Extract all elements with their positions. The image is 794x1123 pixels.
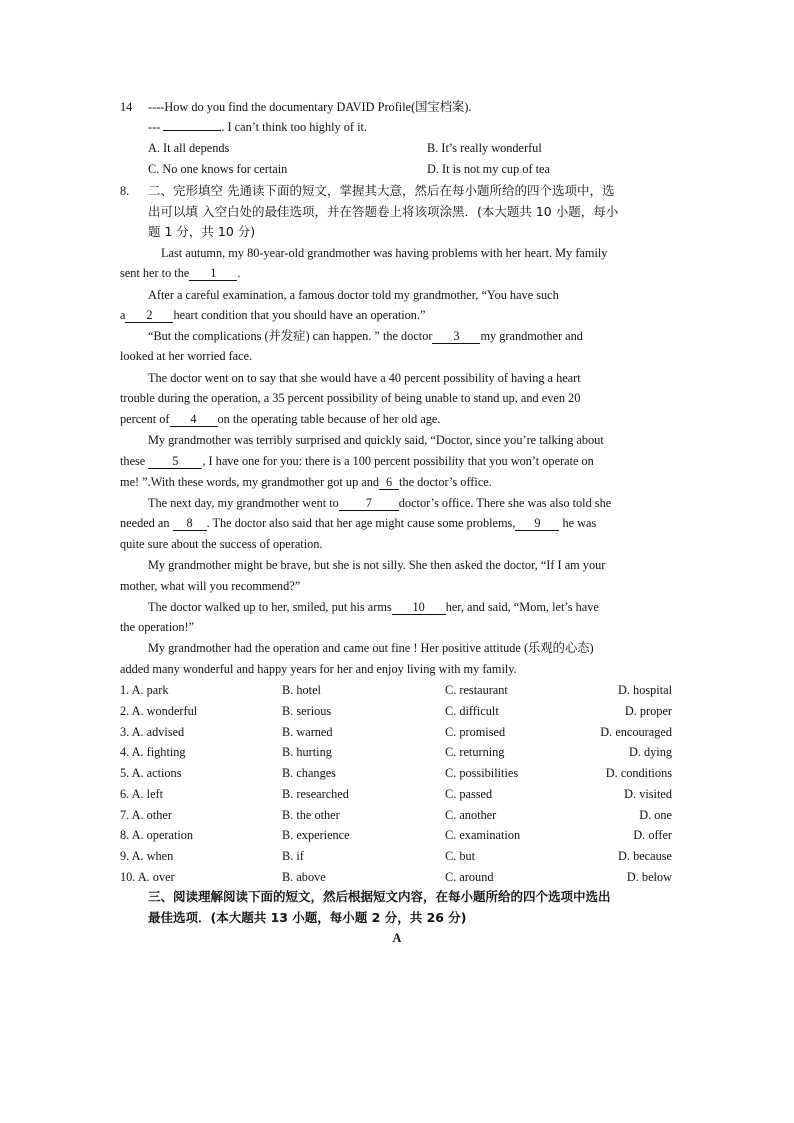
- blank-2[interactable]: 2: [125, 308, 173, 323]
- cloze-option[interactable]: B. serious: [282, 703, 332, 718]
- blank-3[interactable]: 3: [432, 329, 480, 344]
- passage-line: My grandmother was terribly surprised and quickly said, “Doctor, since you’re talking about: [148, 433, 604, 447]
- cloze-option[interactable]: C. examination: [445, 828, 521, 843]
- passage-line: [120, 515, 596, 531]
- cloze-option[interactable]: B. hurting: [282, 745, 332, 760]
- cloze-option[interactable]: C. possibilities: [445, 766, 519, 780]
- cloze-option[interactable]: B. the other: [282, 807, 340, 822]
- passage-line: [148, 599, 599, 615]
- blank-4[interactable]: 4: [170, 412, 218, 427]
- cloze-option[interactable]: C. returning: [445, 745, 505, 760]
- q14-reply-suffix: . I can’t think too highly of it.: [221, 120, 367, 134]
- cloze-option[interactable]: D. hospital: [618, 683, 672, 697]
- cloze-option[interactable]: B. experience: [282, 828, 350, 843]
- cloze-option[interactable]: B. hotel: [282, 683, 321, 697]
- passage-text: he was: [562, 516, 597, 530]
- passage-text: her, and said, “Mom, let’s have: [445, 600, 599, 614]
- q14-option-d: D. It is not my cup of tea: [427, 162, 550, 176]
- cloze-option[interactable]: B. warned: [282, 724, 333, 739]
- q14-option-a: A. It all depends: [148, 141, 230, 155]
- cloze-option[interactable]: B. researched: [282, 786, 349, 801]
- q14-option-b: B. It’s really wonderful: [427, 141, 542, 155]
- passage-line: My grandmother had the operation and came out fine ! Her positive attitude (乐观的心态): [148, 641, 594, 655]
- cloze-option[interactable]: 5. A. actions: [120, 766, 182, 780]
- cloze-option[interactable]: C. difficult: [445, 703, 499, 718]
- section2-heading-line-3: 题 1 分，共 10 分): [148, 224, 256, 239]
- passage-line: looked at her worried face.: [120, 349, 253, 363]
- passage-line: After a careful examination, a famous doctor told my grandmother, “You have such: [148, 288, 559, 302]
- passage-text: .: [237, 266, 241, 280]
- passage-text: a: [120, 308, 126, 322]
- passage-text: on the operating table because of her old age.: [217, 412, 441, 426]
- section3-heading-line-1: 三、阅读理解阅读下面的短文，然后根据短文内容，在每小题所给的四个选项中选出: [148, 889, 611, 904]
- cloze-option[interactable]: D. because: [618, 849, 672, 863]
- passage-text: . The doctor also said that her age might cause some problems,: [206, 516, 516, 530]
- passage-line: [148, 328, 583, 344]
- passage-line: quite sure about the success of operation.: [120, 537, 323, 551]
- passage-line: [120, 265, 240, 281]
- passage-text: these: [120, 454, 146, 468]
- cloze-option[interactable]: 3. A. advised: [120, 724, 185, 739]
- section3-heading-line-2: 最佳选项．(本大题共 13 小题，每小题 2 分，共 26 分): [148, 910, 467, 925]
- section2-heading-line-2: 出可以填 入空白处的最佳选项，并在答题卷上将该项涂黑．(本大题共 10 小题，每小: [148, 204, 619, 219]
- blank-8[interactable]: 8: [173, 516, 207, 531]
- blank-5[interactable]: 5: [148, 454, 202, 469]
- passage-text: sent her to the: [120, 266, 190, 280]
- cloze-option[interactable]: D. encouraged: [600, 724, 672, 739]
- passage-line: The doctor went on to say that she would have a 40 percent possibility of having a heart: [148, 371, 581, 385]
- section3-part-label: A: [392, 931, 402, 945]
- cloze-option[interactable]: 8. A. operation: [120, 828, 194, 843]
- cloze-option[interactable]: 9. A. when: [120, 849, 174, 863]
- passage-line: [120, 411, 440, 427]
- cloze-option[interactable]: B. if: [282, 849, 304, 863]
- q14-reply: [148, 119, 367, 135]
- cloze-option[interactable]: B. above: [282, 869, 326, 884]
- passage-line: Last autumn, my 80-year-old grandmother was having problems with her heart. My family: [161, 246, 608, 260]
- cloze-option[interactable]: 2. A. wonderful: [120, 703, 198, 718]
- blank-1[interactable]: 1: [189, 266, 237, 281]
- passage-text: percent of: [120, 412, 170, 426]
- passage-line: [120, 307, 425, 323]
- passage-line: trouble during the operation, a 35 percent possibility of being unable to stand up, and even 20: [120, 391, 581, 405]
- cloze-option[interactable]: D. offer: [633, 828, 672, 843]
- q14-reply-prefix: ---: [148, 120, 164, 134]
- q14-number: 14: [120, 100, 133, 114]
- passage-text: heart condition that you should have an operation.”: [173, 308, 426, 322]
- passage-text: me! ”.With these words, my grandmother got up and: [120, 475, 380, 489]
- passage-text: The next day, my grandmother went to: [148, 496, 339, 510]
- passage-line: added many wonderful and happy years for her and enjoy living with my family.: [120, 662, 517, 676]
- q14-prompt: ----How do you find the documentary DAVID Profile(国宝档案).: [148, 100, 472, 114]
- passage-line: [148, 495, 611, 511]
- passage-text: the doctor’s office.: [399, 475, 492, 489]
- cloze-option[interactable]: 1. A. park: [120, 683, 169, 697]
- blank-9[interactable]: 9: [515, 516, 559, 531]
- cloze-option[interactable]: D. proper: [624, 703, 672, 718]
- blank-10[interactable]: 10: [392, 600, 446, 615]
- passage-line: My grandmother might be brave, but she is not silly. She then asked the doctor, “If I am your: [148, 558, 606, 572]
- passage-line: the operation!”: [120, 620, 195, 634]
- passage-text: “But the complications (并发症) can happen. ” the doctor: [148, 329, 433, 343]
- passage-text: doctor’s office. There she was also told she: [398, 496, 612, 510]
- cloze-option[interactable]: 7. A. other: [120, 807, 172, 822]
- cloze-option[interactable]: D. conditions: [605, 766, 672, 780]
- section2-number: 8.: [120, 184, 130, 198]
- blank-7[interactable]: 7: [339, 496, 399, 511]
- cloze-option[interactable]: C. but: [445, 849, 476, 863]
- cloze-option[interactable]: C. restaurant: [445, 683, 508, 697]
- cloze-option[interactable]: D. dying: [628, 745, 672, 760]
- passage-line: mother, what will you recommend?”: [120, 579, 301, 593]
- q14-option-c: C. No one knows for certain: [148, 162, 288, 176]
- cloze-option[interactable]: 6. A. left: [120, 786, 164, 801]
- q14-answer-blank[interactable]: [163, 130, 221, 131]
- cloze-option[interactable]: D. below: [626, 869, 672, 884]
- cloze-option[interactable]: C. passed: [445, 786, 493, 801]
- cloze-option[interactable]: 10. A. over: [120, 869, 175, 884]
- cloze-option[interactable]: D. visited: [624, 786, 672, 801]
- cloze-option[interactable]: B. changes: [282, 766, 336, 780]
- section2-heading-line-1: 二、完形填空 先通读下面的短文，掌握其大意，然后在每小题所给的四个选项中，选: [148, 183, 615, 198]
- blank-6[interactable]: 6: [379, 475, 399, 490]
- cloze-option[interactable]: C. promised: [445, 724, 506, 739]
- passage-text: needed an: [120, 516, 170, 530]
- passage-line: [120, 453, 594, 469]
- cloze-option[interactable]: D. one: [639, 807, 672, 822]
- passage-text: , I have one for you: there is a 100 percent possibility that you won’t operate on: [202, 454, 594, 468]
- passage-line: [120, 474, 492, 490]
- passage-text: my grandmother and: [480, 329, 583, 343]
- cloze-option[interactable]: C. another: [445, 807, 497, 822]
- passage-text: The doctor walked up to her, smiled, put his arms: [148, 600, 392, 614]
- cloze-option[interactable]: C. around: [445, 869, 494, 884]
- cloze-option[interactable]: 4. A. fighting: [120, 745, 186, 760]
